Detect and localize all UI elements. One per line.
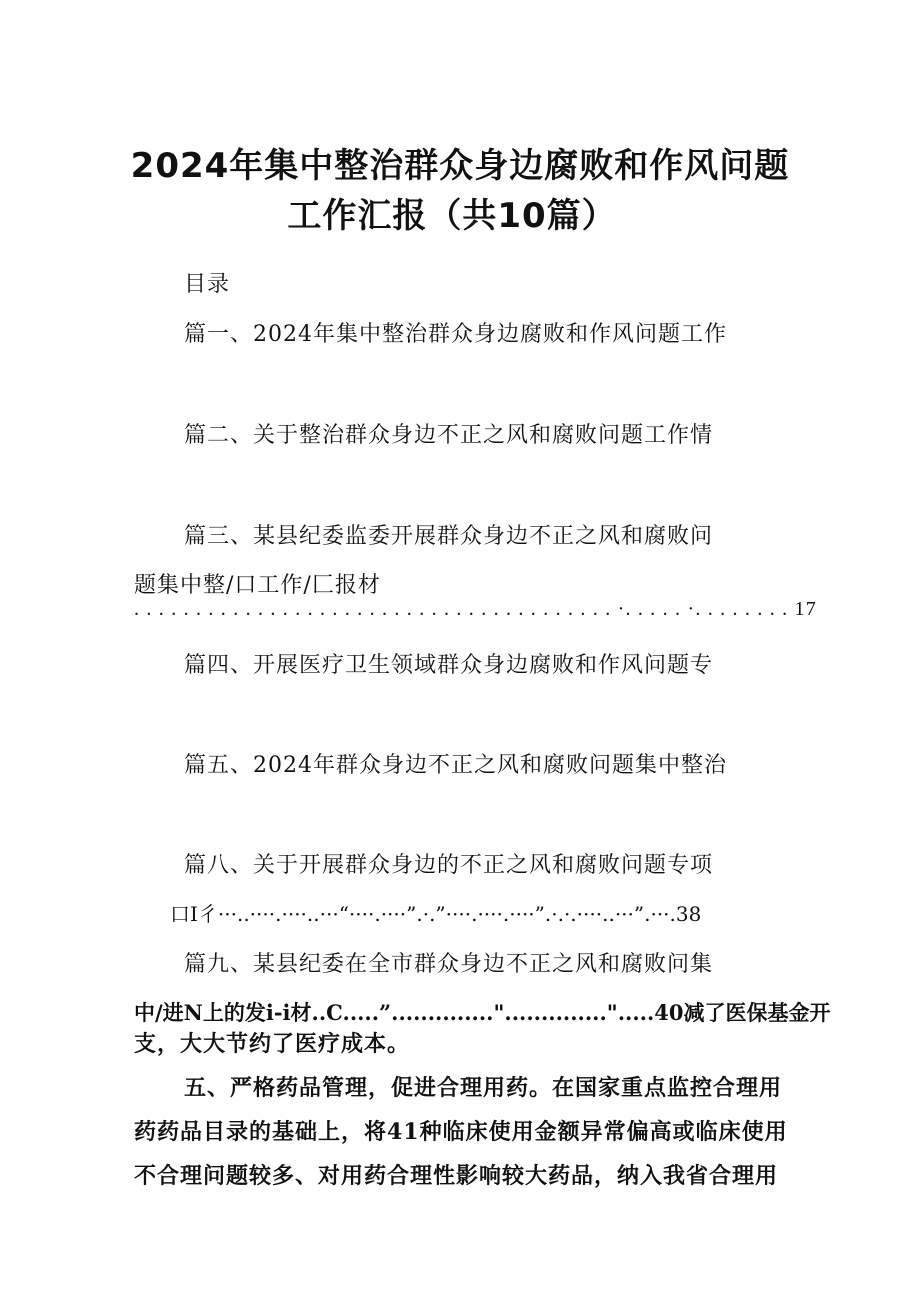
toc-item-1[interactable]: 篇一、2024年集中整治群众身边腐败和作风问题工作 [184, 322, 727, 347]
toc-item-2[interactable]: 篇二、关于整治群众身边不正之风和腐败问题工作情 [184, 423, 714, 448]
document-title-line-2: 工作汇报（共10篇） [287, 196, 617, 236]
toc-item-3[interactable]: 篇三、某县纪委监委开展群众身边不正之风和腐败问 [184, 524, 714, 549]
body-paragraph-line-1 [184, 1071, 782, 1102]
document-title-line-1: 2024年集中整治群众身边腐败和作风问题 [130, 146, 790, 186]
body-paragraph-line-3: 不合理问题较多、对用药合理性影响较大药品，纳入我省合理用 [134, 1163, 779, 1189]
toc-item-3-leader: . . . . . . . . . . . . . . . . . . . . . . . . . . . . . . . . . . . . . . . ·. . . . . ·. . . . . . . . 17 [134, 598, 817, 620]
toc-item-8[interactable]: 篇八、关于开展群众身边的不正之风和腐败问题专项 [184, 853, 714, 878]
body-line-1: 支，大大节约了医疗成本。 [134, 1031, 411, 1057]
body-paragraph-line-2: 药药品目录的基础上，将41种临床使用金额异常偏高或临床使用 [134, 1119, 788, 1145]
toc-item-9-continuation: 中/进N上的发i-i材..C.....”.............."..............".....40减了医保基金开 [134, 1000, 831, 1025]
paragraph-heading: 五、严格药品管理，促进合理用药。 [184, 1075, 553, 1101]
toc-item-4[interactable]: 篇四、开展医疗卫生领域群众身边腐败和作风问题专 [184, 653, 714, 678]
paragraph-text-start: 在国家重点监控合理用 [552, 1075, 783, 1101]
toc-item-5[interactable]: 篇五、2024年群众身边不正之风和腐败问题集中整治 [184, 753, 727, 778]
toc-item-9[interactable]: 篇九、某县纪委在全市群众身边不正之风和腐败问集 [184, 952, 714, 977]
toc-item-8-continuation: 口I彳···..····.····..···“····.····”.·.”····.····.····”.·.·.····..···”.···.38 [170, 902, 702, 926]
toc-item-3-continuation: 题集中整/口工作/匚报材 [134, 573, 381, 598]
toc-heading: 目录 [184, 272, 231, 297]
